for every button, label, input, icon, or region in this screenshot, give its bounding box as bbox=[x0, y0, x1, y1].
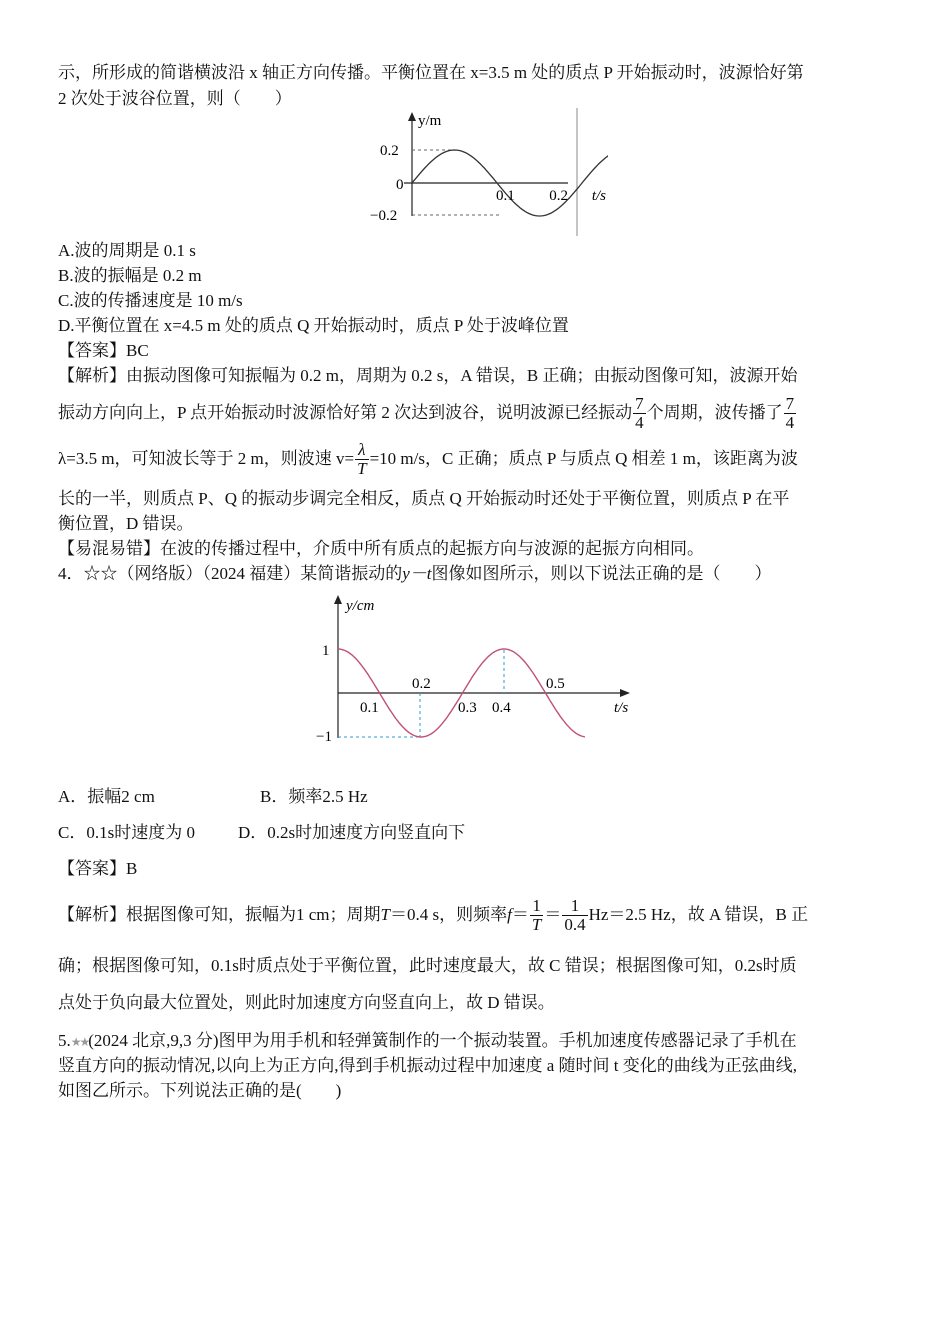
q4-y-pos: 1 bbox=[322, 643, 330, 659]
q4-answer: 【答案】B bbox=[58, 859, 138, 878]
q4-vibration-graph bbox=[308, 588, 648, 754]
q4-analysis-line1 bbox=[58, 892, 808, 938]
q4-t04: 0.4 bbox=[492, 700, 511, 716]
q3-y-bottom: −0.2 bbox=[370, 208, 398, 224]
q4-frac1-den: T bbox=[531, 914, 542, 934]
q4-x-label: t/s bbox=[614, 700, 629, 716]
q4-analysis-text-d: ＝ bbox=[544, 905, 562, 924]
q4-option-b: B．频率2.5 Hz bbox=[260, 787, 368, 806]
q4-analysis-var-t: T bbox=[380, 905, 390, 924]
q3-y-label: y/m bbox=[418, 113, 442, 129]
q4-option-a: A．振幅2 cm bbox=[58, 787, 155, 806]
q3-frac2-den: 4 bbox=[785, 412, 795, 432]
q4-stem-variable: y－t bbox=[402, 564, 432, 583]
q4-option-c: C．0.1s时速度为 0 bbox=[58, 823, 195, 842]
q4-y-label: y/cm bbox=[346, 598, 375, 614]
q4-t01: 0.1 bbox=[360, 700, 379, 716]
q4-option-d: D．0.2s时加速度方向竖直向下 bbox=[238, 823, 466, 842]
q3-x-label: t/s bbox=[591, 188, 606, 204]
q3-analysis-line4: 长的一半，则质点 P、Q 的振动步调完全相反，质点 Q 开始振动时还处于平衡位置，则质点 P 在平 bbox=[58, 489, 790, 508]
q3-analysis-line3-text-a: λ=3.5 m，可知波长等于 2 m，则波速 v= bbox=[58, 449, 355, 468]
q3-y-zero: 0 bbox=[396, 177, 404, 193]
q3-y-top: 0.2 bbox=[380, 143, 399, 159]
q3-analysis-line3-text-b: =10 m/s，C 正确；质点 P 与质点 Q 相差 1 m，该距离为波 bbox=[369, 449, 798, 468]
q5-difficulty-stars-icon: ★★ bbox=[70, 1035, 89, 1049]
q3-frac3-num: λ bbox=[355, 441, 368, 460]
q3-option-d: D.平衡位置在 x=4.5 m 处的质点 Q 开始振动时，质点 P 处于波峰位置 bbox=[58, 316, 569, 335]
q3-analysis-line1: 【解析】由振动图像可知振幅为 0.2 m，周期为 0.2 s，A 错误，B 正确；由振动图像可知，波源开始 bbox=[58, 366, 798, 385]
q3-option-b: B.波的振幅是 0.2 m bbox=[58, 266, 202, 285]
q4-analysis-var-f: f bbox=[507, 905, 512, 924]
q3-answer: 【答案】BC bbox=[58, 341, 149, 360]
q3-frac3-den: T bbox=[357, 458, 367, 478]
q4-analysis-line3: 点处于负向最大位置处，则此时加速度方向竖直向上，故 D 错误。 bbox=[58, 993, 555, 1012]
q3-analysis-line3 bbox=[58, 436, 798, 482]
q3-stem-line2: 2 次处于波谷位置，则（ ） bbox=[58, 89, 292, 108]
q4-t02: 0.2 bbox=[412, 676, 431, 692]
q4-analysis-line2: 确；根据图像可知，0.1s时质点处于平衡位置，此时速度最大，故 C 错误；根据图像可知，0.2s时质 bbox=[58, 956, 797, 975]
q5-line1-text: (2024 北京,9,3 分)图甲为用手机和轻弹簧制作的一个振动装置。手机加速度传感器记录了手机在 bbox=[88, 1031, 797, 1050]
q3-fraction-seven-fourths-b bbox=[784, 395, 797, 432]
q4-y-neg: −1 bbox=[316, 729, 332, 745]
q4-frac2-num: 1 bbox=[562, 897, 587, 916]
q3-frac2-num: 7 bbox=[785, 393, 795, 413]
q4-analysis-text-e: Hz＝2.5 Hz，故 A 错误，B 正 bbox=[588, 905, 809, 924]
q4-fraction-one-over-t bbox=[530, 897, 543, 934]
q3-analysis-line2-text-b: 个周期，波传播了 bbox=[646, 403, 783, 422]
q3-option-c: C.波的传播速度是 10 m/s bbox=[58, 291, 243, 310]
q3-fraction-lambda-over-t bbox=[355, 441, 368, 478]
q3-frac1-den: 4 bbox=[635, 412, 644, 432]
q5-number: 5. bbox=[58, 1031, 71, 1050]
q4-frac1-num: 1 bbox=[530, 897, 543, 916]
q4-stem-text-b: 图像如图所示，则以下说法正确的是（ ） bbox=[431, 564, 772, 583]
q5-line3: 如图乙所示。下列说法正确的是( ) bbox=[58, 1081, 342, 1100]
q4-t03: 0.3 bbox=[458, 700, 477, 716]
q4-y-arrow bbox=[334, 595, 342, 604]
q4-stem-text-a: 4．☆☆（网络版）（2024 福建）某简谐振动的 bbox=[58, 564, 403, 583]
q3-stem-line1: 示，所形成的简谐横波沿 x 轴正方向传播。平衡位置在 x=3.5 m 处的质点 P 开始振动时，波源恰好第 bbox=[58, 63, 804, 82]
q5-line2: 竖直方向的振动情况,以向上为正方向,得到手机振动过程中加速度 a 随时间 t 变化的曲线为正弦曲线, bbox=[58, 1056, 798, 1075]
q4-x-arrow bbox=[620, 689, 630, 697]
q4-analysis-text-a: 【解析】根据图像可知，振幅为1 cm；周期 bbox=[58, 905, 381, 924]
q3-option-a: A.波的周期是 0.1 s bbox=[58, 241, 196, 260]
q4-fraction-one-over-04 bbox=[562, 897, 587, 934]
q3-analysis-line5: 衡位置，D 错误。 bbox=[58, 514, 194, 533]
q5-line1 bbox=[58, 1030, 797, 1053]
q3-mistake-note: 【易混易错】在波的传播过程中，介质中所有质点的起振方向与波源的起振方向相同。 bbox=[58, 539, 704, 558]
q3-vibration-graph bbox=[368, 108, 608, 238]
q4-analysis-text-c: ＝ bbox=[511, 905, 529, 924]
q4-frac2-den: 0.4 bbox=[564, 914, 586, 934]
q3-x-tick1: 0.1 bbox=[496, 188, 515, 204]
q4-stem bbox=[58, 563, 772, 585]
q3-fraction-seven-fourths-a bbox=[633, 395, 646, 432]
q3-frac1-num: 7 bbox=[635, 393, 644, 413]
q3-analysis-line2-text-a: 振动方向向上，P 点开始振动时波源恰好第 2 次达到波谷，说明波源已经振动 bbox=[58, 403, 633, 422]
q3-analysis-line2 bbox=[58, 390, 797, 436]
q4-analysis-text-b: ＝0.4 s，则频率 bbox=[390, 905, 508, 924]
q3-y-arrow bbox=[408, 112, 416, 121]
q4-t05: 0.5 bbox=[546, 676, 565, 692]
q3-x-tick2: 0.2 bbox=[549, 188, 568, 204]
